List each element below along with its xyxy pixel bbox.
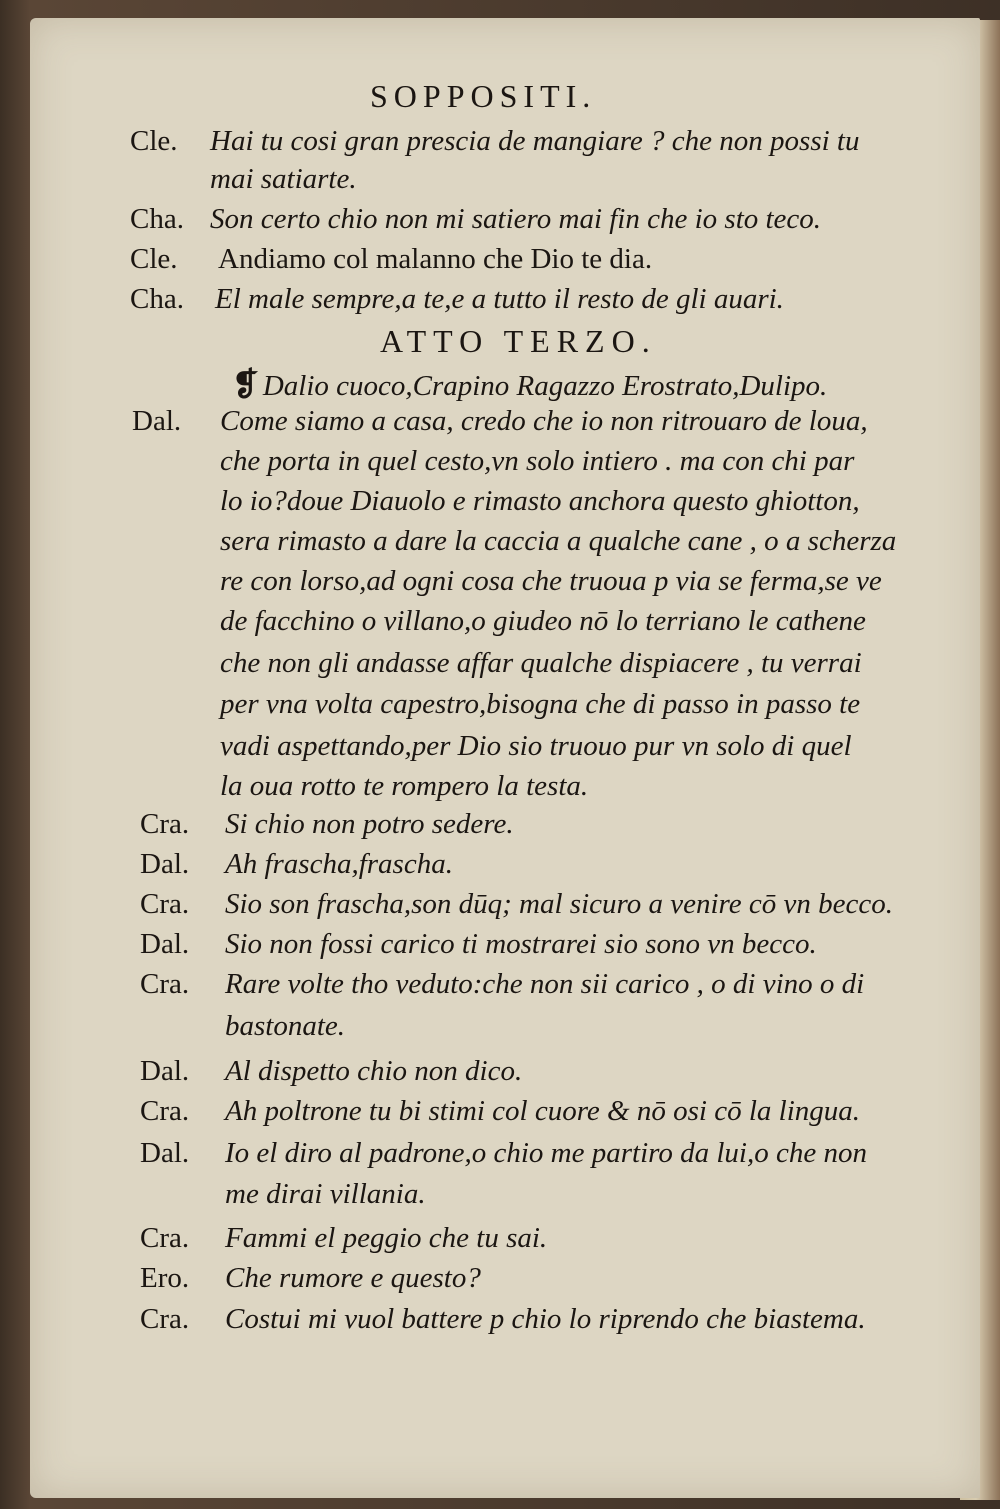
text-line: me dirai villania. (225, 1178, 426, 1210)
text-line: Come siamo a casa, credo che io non ritrouaro de loua, (220, 405, 868, 437)
speaker-label: Cra. (140, 1303, 190, 1335)
text-line: per vna volta capestro,bisogna che di passo in passo te (220, 688, 861, 720)
speaker-label: Ero. (140, 1262, 190, 1294)
text-line: re con lorso,ad ogni cosa che truoua p via se ferma,se ve (220, 565, 882, 597)
text-line: Fammi el peggio che tu sai. (225, 1222, 548, 1254)
act-title: ATTO TERZO. (380, 323, 657, 359)
text-line: Son certo chio non mi satiero mai fin che io sto teco. (210, 203, 822, 235)
text-line: Sio son frascha,son dūq; mal sicuro a venire cō vn becco. (225, 888, 893, 920)
speaker-label: Cra. (140, 808, 190, 840)
text-line: Andiamo col malanno che Dio te dia. (218, 243, 653, 275)
text-line: Rare volte tho veduto:che non sii carico , o di vino o di (225, 968, 865, 1000)
speaker-label: Cha. (130, 203, 184, 235)
speaker-label: Cha. (130, 283, 184, 315)
speaker-label: Cle. (130, 243, 178, 275)
text-line: El male sempre,a te,e a tutto il resto de gli auari. (215, 283, 784, 315)
text-line: Ah poltrone tu bi stimi col cuore & nō osi cō la lingua. (225, 1095, 860, 1127)
speaker-label: Cra. (140, 1222, 190, 1254)
text-line: de facchino o villano,o giudeo nō lo terriano le cathene (220, 605, 866, 637)
speaker-label: Dal. (140, 1137, 190, 1169)
text-line: vadi aspettando,per Dio sio truouo pur vn solo di quel (220, 730, 852, 762)
speaker-label: Cle. (130, 125, 178, 157)
text-line: Si chio non potro sedere. (225, 808, 514, 840)
text-line: che non gli andasse affar qualche dispiacere , tu verrai (220, 647, 862, 679)
pilcrow-icon: ❡ (232, 366, 259, 402)
text-line: Ah frascha,frascha. (225, 848, 453, 880)
speaker-label: Cra. (140, 1095, 190, 1127)
speaker-label: Dal. (140, 848, 190, 880)
text-line: Sio non fossi carico ti mostrarei sio sono vn becco. (225, 928, 817, 960)
speaker-label: Dal. (140, 928, 190, 960)
speaker-label: Dal. (132, 405, 182, 437)
text-line: che porta in quel cesto,vn solo intiero . ma con chi par (220, 445, 855, 477)
speaker-label: Cra. (140, 968, 190, 1000)
text-line: bastonate. (225, 1010, 346, 1042)
speaker-label: Cra. (140, 888, 190, 920)
text-line: mai satiarte. (210, 163, 357, 195)
speaker-label: Dal. (140, 1055, 190, 1087)
scene-characters (232, 365, 827, 403)
text-line: Al dispetto chio non dico. (225, 1055, 523, 1087)
text-line: Costui mi vuol battere p chio lo riprendo che biastema. (225, 1303, 866, 1335)
text-line: la oua rotto te rompero la testa. (220, 770, 589, 802)
text-line: lo io?doue Diauolo e rimasto anchora questo ghiotton, (220, 485, 860, 517)
scene-characters-text: Dalio cuoco,Crapino Ragazzo Erostrato,Dulipo. (262, 370, 828, 402)
text-line: Che rumore e questo? (225, 1262, 481, 1294)
text-line: Hai tu cosi gran prescia de mangiare ? che non possi tu (210, 125, 860, 157)
running-head: SOPPOSITI. (370, 78, 597, 114)
text-line: Io el diro al padrone,o chio me partiro da lui,o che non (225, 1137, 867, 1169)
text-line: sera rimasto a dare la caccia a qualche cane , o a scherza (220, 525, 897, 557)
